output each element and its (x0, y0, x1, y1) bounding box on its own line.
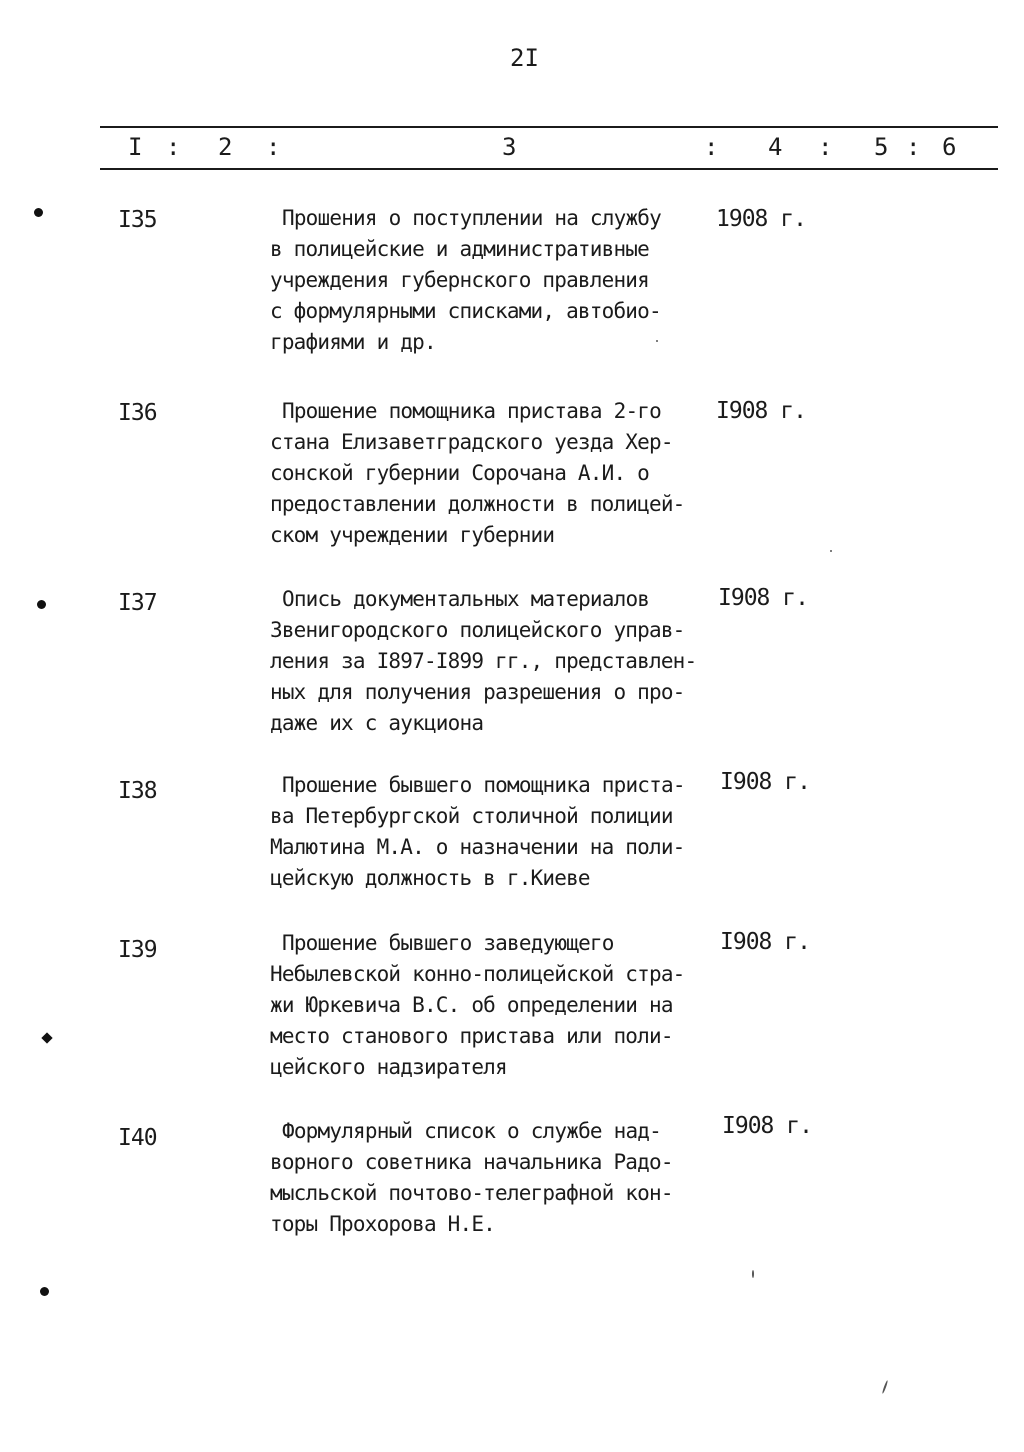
description-line: даже их с аукциона (270, 711, 484, 735)
column-header-1: I (128, 133, 143, 161)
binding-mark (34, 208, 43, 217)
binding-mark (41, 1032, 52, 1043)
column-header-6: 6 (942, 133, 957, 161)
entry-year: I908 г. (722, 1113, 812, 1139)
header-bottom-rule (100, 168, 998, 170)
description-line: цейскую должность в г.Киеве (270, 866, 590, 890)
entry-year: I908 г. (720, 769, 810, 795)
description-line: сонской губернии Сорочана А.И. о (270, 461, 649, 485)
column-header-separator: : (266, 133, 281, 161)
binding-mark (40, 1287, 49, 1296)
entry-description (270, 396, 730, 551)
description-line: ления за I897-I899 гг., представлен- (270, 649, 697, 673)
column-header-2: 2 (218, 133, 233, 161)
entry-description (270, 928, 730, 1083)
description-line: ворного советника начальника Радо- (270, 1150, 673, 1174)
description-line: ском учреждении губернии (270, 523, 555, 547)
entry-description (270, 203, 730, 358)
description-line: Прошения о поступлении на службу (282, 206, 661, 230)
description-line: стана Елизаветградского уезда Хер- (270, 430, 673, 454)
column-header-5: 5 (874, 133, 889, 161)
entry-description (270, 1116, 730, 1240)
entry-number: I37 (118, 590, 157, 616)
entry-year: I908 г. (720, 929, 810, 955)
scan-speck (830, 550, 832, 552)
entry-number: I40 (118, 1125, 157, 1151)
entry-number: I39 (118, 937, 157, 963)
description-line: Малютина М.А. о назначении на поли- (270, 835, 685, 859)
header-top-rule (100, 126, 998, 128)
column-header-3: 3 (502, 133, 517, 161)
description-line: мысльской почтово-телеграфной кон- (270, 1181, 673, 1205)
entry-number: I36 (118, 400, 157, 426)
description-line: Опись документальных материалов (282, 587, 650, 611)
entry-year: I908 г. (716, 398, 806, 424)
description-line: место станового пристава или поли- (270, 1024, 673, 1048)
column-header-separator: : (906, 133, 921, 161)
scan-speck (656, 340, 658, 342)
entry-year: I908 г. (718, 585, 808, 611)
column-header-separator: : (818, 133, 833, 161)
scan-speck (882, 1380, 889, 1394)
description-line: ных для получения разрешения о про- (270, 680, 685, 704)
entry-description (270, 770, 730, 894)
entry-number: I38 (118, 778, 157, 804)
description-line: Формулярный список о службе над- (282, 1119, 661, 1143)
description-line: учреждения губернского правления (270, 268, 649, 292)
description-line: с формулярными списками, автобио- (270, 299, 661, 323)
description-line: жи Юркевича В.С. об определении на (270, 993, 673, 1017)
description-line: графиями и др. (270, 330, 436, 354)
scan-speck (752, 1270, 754, 1278)
description-line: цейского надзирателя (270, 1055, 507, 1079)
description-line: Прошение бывшего помощника приста- (282, 773, 685, 797)
column-header-separator: : (166, 133, 181, 161)
entry-description (270, 584, 730, 739)
description-line: ва Петербургской столичной полиции (270, 804, 673, 828)
entry-number: I35 (118, 207, 157, 233)
column-header-separator: : (704, 133, 719, 161)
binding-mark (37, 600, 46, 609)
entry-year: 1908 г. (716, 206, 806, 232)
description-line: Звенигородского полицейского управ- (270, 618, 685, 642)
page-number: 2I (510, 44, 539, 72)
description-line: Прошение бывшего заведующего (282, 931, 614, 955)
description-line: Небылевской конно-полицейской стра- (270, 962, 685, 986)
description-line: торы Прохорова Н.Е. (270, 1212, 496, 1236)
description-line: Прошение помощника пристава 2-го (282, 399, 661, 423)
column-header-4: 4 (768, 133, 783, 161)
description-line: в полицейские и административные (270, 237, 649, 261)
description-line: предоставлении должности в полицей- (270, 492, 685, 516)
